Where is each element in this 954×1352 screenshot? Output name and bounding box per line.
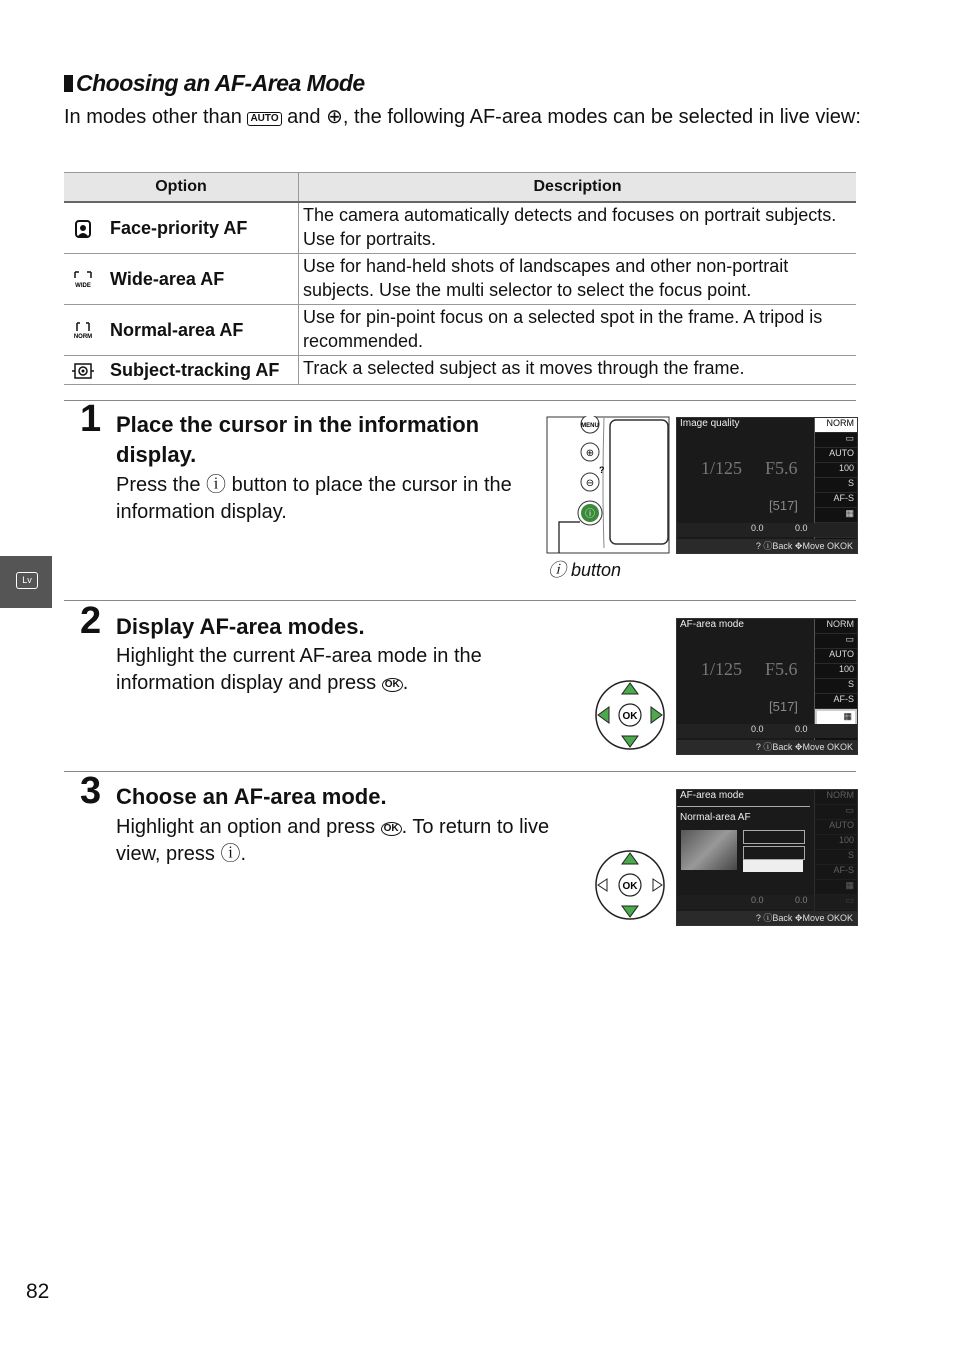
page-number: 82	[26, 1280, 50, 1303]
table-header-row	[64, 173, 856, 203]
multi-selector-illustration	[595, 850, 665, 920]
face-icon	[72, 220, 94, 238]
table-row: WIDE Wide-area AF Use for hand-held shots of landscapes and other non-portrait subjects. Use the multi selector to select the focus point.	[64, 254, 856, 305]
table-row: Face-priority AF The camera automatically detects and focuses on portrait subjects. Use for portraits.	[64, 202, 856, 254]
wide-area-icon	[72, 271, 94, 289]
ok-button-icon: OK	[381, 822, 402, 836]
step-text: Highlight an option and press OK . To return to live view, press ⓘ.	[116, 816, 550, 865]
divider	[64, 771, 856, 772]
info-button-label: ⓘ	[585, 509, 595, 520]
help-label: ?	[599, 465, 605, 475]
preview-thumbnail	[681, 830, 737, 870]
table-row: NORM Normal-area AF Use for pin-point focus on a selected spot in the frame. A tripod is recommended.	[64, 305, 856, 356]
section-marker-icon	[64, 75, 73, 92]
af-area-table	[64, 172, 856, 385]
step-number: 3	[80, 770, 102, 812]
info-button-caption: ⓘ button	[548, 560, 622, 580]
menu-button-label: MENU	[581, 423, 599, 429]
zoom-in-label: ⊕	[585, 448, 595, 459]
table-row: Subject-tracking AF Track a selected subject as it moves through the frame.	[64, 356, 856, 385]
step-text: Press the ⓘ button to place the cursor in the information display.	[116, 474, 512, 523]
camera-back-illustration	[546, 416, 670, 554]
flash-off-icon: ⊕	[326, 106, 343, 128]
normal-area-icon	[72, 322, 94, 340]
monitor-screen-2: AF-area mode 1/125 F5.6 [517] NORM ▭ AUTO 100 S AF-S ▦ 0.0 0.0 ? ⓘBack ✥Move OKOK	[676, 618, 858, 755]
zoom-out-label: ⊖	[585, 478, 595, 489]
header-description: Description	[299, 173, 857, 203]
section-title: Choosing an AF-Area Mode	[64, 70, 365, 97]
svg-text:WIDE: WIDE	[75, 282, 91, 289]
header-option: Option	[64, 173, 299, 203]
svg-text:NORM: NORM	[73, 333, 93, 340]
step-text: Highlight the current AF-area mode in the information display and press OK .	[116, 645, 482, 694]
ok-button-icon: OK	[382, 678, 403, 692]
subject-tracking-icon	[72, 362, 94, 380]
info-button-icon: ⓘ	[206, 474, 227, 496]
monitor-screen-3: AF-area mode Normal-area AF NORM ▭ AUTO 100 S AF-S ▦ 0.0 0.0 ? ⓘBack ✥Move OKOK	[676, 789, 858, 926]
svg-text:OK: OK	[622, 711, 638, 722]
step-number: 2	[80, 600, 102, 642]
live-view-icon: Lv	[16, 572, 38, 589]
monitor-screen-1: Image quality 1/125 F5.6 [517] NORM ▭ AUTO 100 S AF-S ▦ 0.0 0.0 ? ⓘBack ✥Move OKOK	[676, 417, 858, 554]
step-title: Display AF-area modes.	[116, 614, 365, 639]
live-view-tab	[0, 556, 52, 608]
auto-mode-icon: AUTO	[247, 112, 281, 126]
divider	[64, 600, 856, 601]
intro-paragraph: In modes other than AUTO and ⊕, the following AF-area modes can be selected in live view:	[64, 106, 861, 128]
step-title: Place the cursor in the information display.	[116, 412, 480, 467]
divider	[64, 400, 856, 401]
info-button-icon: ⓘ	[548, 560, 566, 580]
svg-text:OK: OK	[622, 881, 638, 892]
step-number: 1	[80, 398, 102, 440]
step-title: Choose an AF-area mode.	[116, 784, 387, 809]
info-button-icon: ⓘ	[220, 843, 241, 865]
multi-selector-illustration	[595, 680, 665, 750]
